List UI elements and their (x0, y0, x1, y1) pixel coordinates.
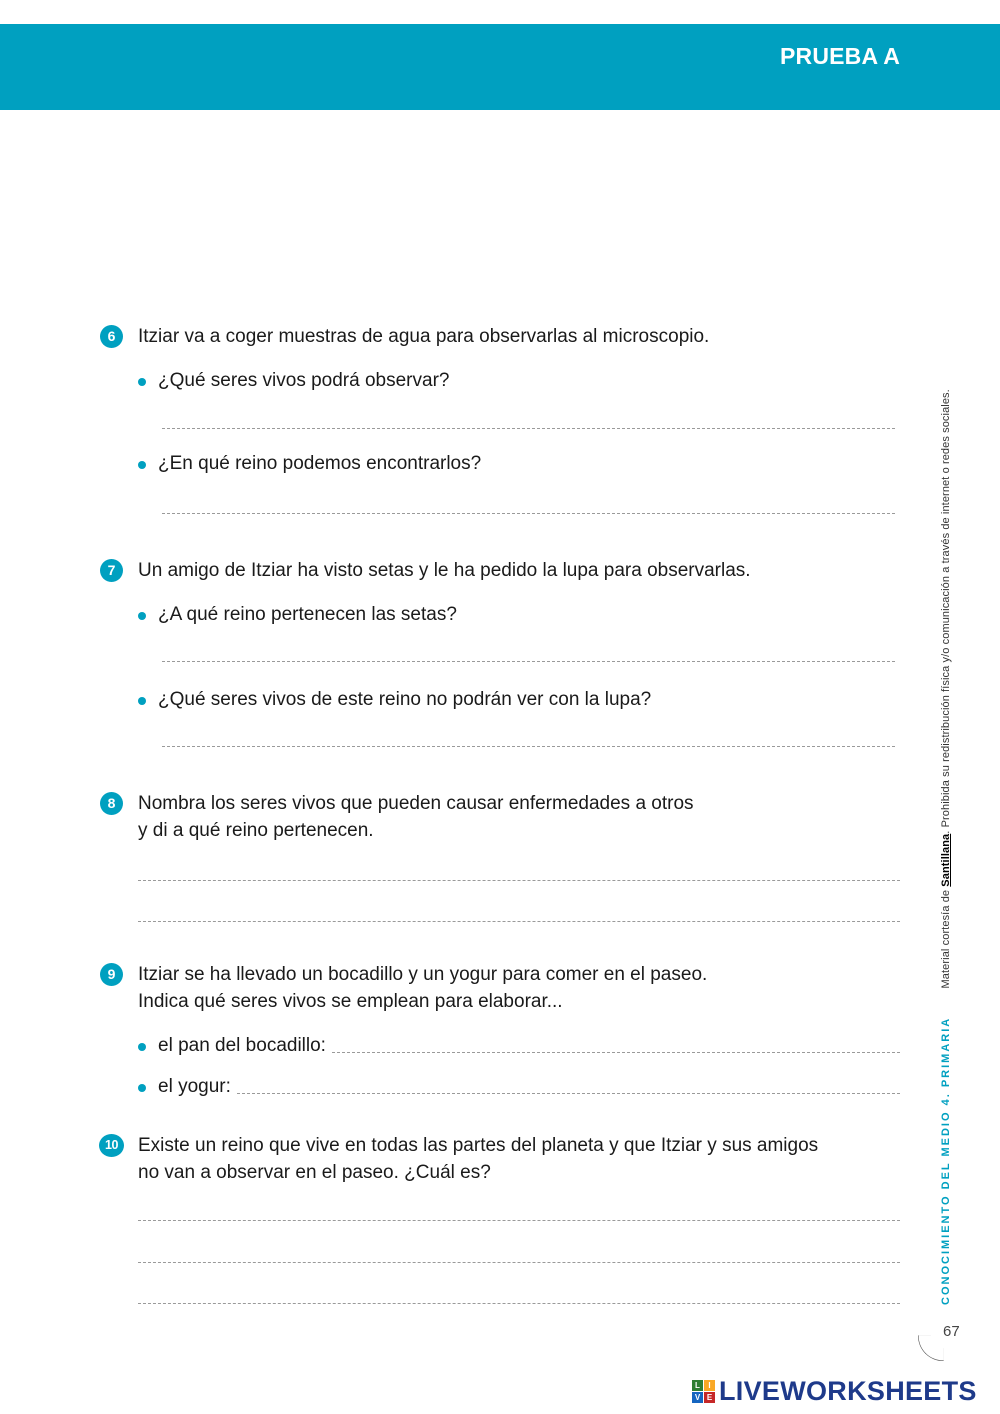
answer-line-10c[interactable] (138, 1303, 900, 1304)
question-9-header (100, 961, 900, 1015)
question-7-bullet-1 (100, 602, 900, 628)
bullet-text: el pan del bocadillo: (158, 1035, 326, 1056)
question-8-header (100, 790, 900, 844)
question-6-bullet-1 (100, 368, 900, 394)
bullet-text: el yogur: (158, 1076, 231, 1097)
bullet-dot (138, 1084, 146, 1092)
publisher-name: Santillana (940, 833, 952, 887)
liveworksheets-logo (692, 1376, 977, 1407)
answer-line-9a[interactable] (332, 1033, 900, 1053)
question-9-bullet-2 (100, 1074, 900, 1100)
answer-line-8b[interactable] (138, 921, 900, 922)
question-7 (100, 557, 900, 713)
copyright-prefix: Material cortesía de (940, 886, 952, 989)
question-number-badge: 6 (100, 325, 123, 348)
question-9-bullet-1 (100, 1033, 900, 1059)
page-title: PRUEBA A (779, 43, 900, 69)
answer-line-6a[interactable] (162, 428, 895, 429)
answer-line-10a[interactable] (138, 1220, 900, 1221)
bullet-dot (138, 697, 146, 705)
question-number-badge: 10 (99, 1134, 124, 1157)
question-number-badge: 9 (100, 963, 123, 986)
logo-tiles-icon: L I V E (692, 1380, 715, 1403)
page-number: 67 (943, 1323, 960, 1340)
question-7-header (100, 557, 900, 584)
bullet-dot (138, 461, 146, 469)
answer-line-7b[interactable] (162, 746, 895, 747)
bullet-dot (138, 378, 146, 386)
side-margin-text (940, 389, 952, 1305)
page-corner-curve (918, 1335, 944, 1361)
question-7-bullet-2 (100, 687, 900, 713)
question-10-text-line-2: no van a observar en el paseo. ¿Cuál es? (138, 1162, 491, 1183)
bullet-text: ¿A qué reino pertenecen las setas? (158, 604, 457, 625)
answer-line-8a[interactable] (138, 880, 900, 881)
question-9-text-line-2: Indica qué seres vivos se emplean para elaborar... (138, 991, 563, 1012)
question-9-text-line-1: Itziar se ha llevado un bocadillo y un yogur para comer en el paseo. (138, 964, 708, 985)
bullet-text: ¿Qué seres vivos de este reino no podrán ver con la lupa? (158, 689, 652, 710)
question-6-header (100, 323, 900, 350)
course-label: CONOCIMIENTO DEL MEDIO 4. PRIMARIA (940, 1016, 952, 1305)
answer-line-6b[interactable] (162, 513, 895, 514)
question-7-text: Un amigo de Itziar ha visto setas y le ha pedido la lupa para observarlas. (138, 560, 751, 581)
logo-text: LIVEWORKSHEETS (719, 1376, 977, 1406)
question-8-text-line-2: y di a qué reino pertenecen. (138, 820, 374, 841)
bullet-dot (138, 1043, 146, 1051)
question-number-badge: 8 (100, 792, 123, 815)
answer-line-7a[interactable] (162, 661, 895, 662)
question-10 (100, 1132, 900, 1186)
answer-line-10b[interactable] (138, 1262, 900, 1263)
bullet-dot (138, 612, 146, 620)
question-6 (100, 323, 900, 477)
question-10-text-line-1: Existe un reino que vive en todas las partes del planeta y que Itziar y sus amigos (138, 1135, 819, 1156)
answer-line-9b[interactable] (237, 1074, 900, 1094)
question-10-header (100, 1132, 900, 1186)
bullet-text: ¿En qué reino podemos encontrarlos? (158, 453, 482, 474)
copyright-suffix: . Prohibida su redistribución física y/o comunicación a través de internet o redes sociales. (940, 389, 952, 834)
question-6-bullet-2 (100, 451, 900, 477)
question-6-text: Itziar va a coger muestras de agua para observarlas al microscopio. (138, 326, 710, 347)
question-9 (100, 961, 900, 1100)
bullet-text: ¿Qué seres vivos podrá observar? (158, 370, 450, 391)
question-8-text-line-1: Nombra los seres vivos que pueden causar enfermedades a otros (138, 793, 694, 814)
question-number-badge: 7 (100, 559, 123, 582)
question-8 (100, 790, 900, 844)
